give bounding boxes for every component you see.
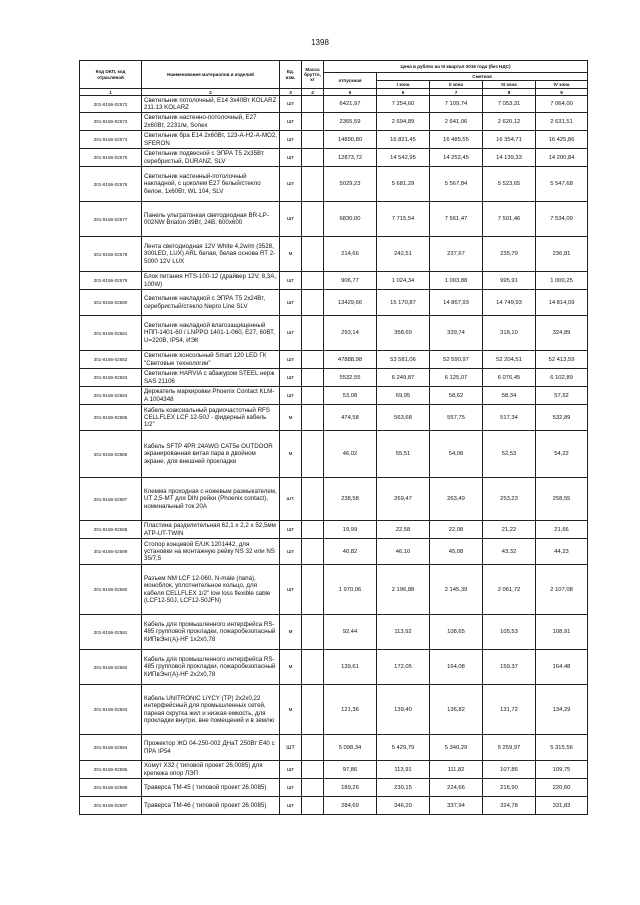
price-zone-2: 2 641,06 xyxy=(430,113,483,131)
header-otpusknaya: отпускная xyxy=(324,73,377,89)
price-zone-4: 7 064,00 xyxy=(536,96,588,113)
table-row xyxy=(80,735,588,761)
table-row xyxy=(80,650,588,685)
price-otpusknaya: 2365,59 xyxy=(324,113,377,131)
item-unit: ШТ xyxy=(280,735,302,761)
table-row xyxy=(80,521,588,539)
item-code: 301-8156-02572 xyxy=(80,96,142,113)
item-unit: шт xyxy=(280,131,302,149)
price-zone-3: 2 620,12 xyxy=(483,113,536,131)
item-name: Кабель для промышленного интерфейса RS-485 групповой прокладки, пожаробезопасный КИПвЭнг(А)-HF 2х2х0,78 xyxy=(142,650,280,685)
price-zone-2: 111,82 xyxy=(430,761,483,779)
price-zone-4: 5 315,56 xyxy=(536,735,588,761)
item-unit: м xyxy=(280,405,302,431)
price-zone-1: 15 170,87 xyxy=(377,290,430,316)
item-name: Кабель UNITRONIC LiYCY (TP) 2х2х0,22 интерфейсный для промышленных сетей, парная скрутка жил и низкая емкость, для прокладки внутри, вне помещений и в землю xyxy=(142,685,280,735)
header-mass: Масса брутто, кг xyxy=(302,61,324,89)
price-otpusknaya: 92,44 xyxy=(324,615,377,650)
price-zone-3: 2 061,72 xyxy=(483,565,536,615)
price-zone-2: 263,49 xyxy=(430,478,483,521)
price-zone-1: 5 429,79 xyxy=(377,735,430,761)
item-mass xyxy=(302,797,324,815)
price-zone-1: 358,69 xyxy=(377,316,430,351)
price-zone-4: 6 102,89 xyxy=(536,369,588,387)
header-zone-2: II зона xyxy=(430,81,483,89)
item-name: Траверса ТМ-46 ( типовой проект 26.0085) xyxy=(142,797,280,815)
table-row xyxy=(80,539,588,565)
price-zone-4: 2 631,51 xyxy=(536,113,588,131)
price-zone-1: 113,91 xyxy=(377,761,430,779)
price-zone-2: 337,94 xyxy=(430,797,483,815)
price-zone-4: 108,91 xyxy=(536,615,588,650)
price-zone-2: 6 125,07 xyxy=(430,369,483,387)
price-zone-2: 16 485,55 xyxy=(430,131,483,149)
item-name: Светильник накладной с ЭПРА Т5 2х24Вт, серебристый/стекло Nepro Line SLV xyxy=(142,290,280,316)
item-name: Панель ультратонкая светодиодная BR-LP-002NW Briaton 39Вт, 24В, 600х600 xyxy=(142,202,280,237)
table-row xyxy=(80,431,588,478)
price-zone-2: 14 252,45 xyxy=(430,149,483,167)
item-code: 301-8156-02597 xyxy=(80,797,142,815)
header-price-group: Цена в рублях на III квартал 2016 года (без НДС) xyxy=(324,61,588,73)
column-number: 4 xyxy=(302,89,324,96)
price-zone-1: 2 694,89 xyxy=(377,113,430,131)
price-zone-2: 7 109,74 xyxy=(430,96,483,113)
header-code: Код ОКП, код отраслевой xyxy=(80,61,142,89)
item-unit: шт xyxy=(280,96,302,113)
table-row xyxy=(80,149,588,167)
price-zone-1: 5 681,29 xyxy=(377,167,430,202)
item-unit: шт. xyxy=(280,478,302,521)
item-name: Пластина разделительная 62,1 х 2,2 х 52,5мм ATP-UT-TWIN xyxy=(142,521,280,539)
item-mass xyxy=(302,431,324,478)
item-mass xyxy=(302,761,324,779)
price-otpusknaya: 19,99 xyxy=(324,521,377,539)
price-zone-3: 318,10 xyxy=(483,316,536,351)
price-otpusknaya: 47888,98 xyxy=(324,351,377,369)
item-unit: шт xyxy=(280,539,302,565)
price-zone-1: 346,20 xyxy=(377,797,430,815)
table-row xyxy=(80,797,588,815)
price-otpusknaya: 293,14 xyxy=(324,316,377,351)
item-code: 301-8156-02587 xyxy=(80,478,142,521)
price-otpusknaya: 12873,72 xyxy=(324,149,377,167)
item-mass xyxy=(302,96,324,113)
item-mass xyxy=(302,521,324,539)
column-number: 9 xyxy=(536,89,588,96)
price-zone-1: 16 821,45 xyxy=(377,131,430,149)
price-zone-1: 7 715,54 xyxy=(377,202,430,237)
price-zone-1: 22,58 xyxy=(377,521,430,539)
price-zone-3: 5 523,65 xyxy=(483,167,536,202)
price-zone-2: 14 867,93 xyxy=(430,290,483,316)
item-name: Траверса ТМ-45 ( типовой проект 26.0085) xyxy=(142,779,280,797)
price-zone-4: 324,89 xyxy=(536,316,588,351)
price-zone-1: 563,68 xyxy=(377,405,430,431)
price-zone-3: 58,34 xyxy=(483,387,536,405)
price-table xyxy=(79,60,588,815)
table-row xyxy=(80,685,588,735)
item-code: 301-8156-02580 xyxy=(80,290,142,316)
price-otpusknaya: 121,36 xyxy=(324,685,377,735)
item-code: 301-8156-02579 xyxy=(80,272,142,290)
price-otpusknaya: 284,69 xyxy=(324,797,377,815)
price-zone-4: 52 413,59 xyxy=(536,351,588,369)
price-zone-1: 172,05 xyxy=(377,650,430,685)
price-zone-2: 7 561,47 xyxy=(430,202,483,237)
table-row xyxy=(80,290,588,316)
item-mass xyxy=(302,272,324,290)
column-number: 5 xyxy=(324,89,377,96)
table-row xyxy=(80,779,588,797)
price-zone-3: 216,90 xyxy=(483,779,536,797)
price-zone-4: 134,29 xyxy=(536,685,588,735)
column-number: 2 xyxy=(142,89,280,96)
item-code: 301-8156-02586 xyxy=(80,431,142,478)
price-zone-2: 5 340,29 xyxy=(430,735,483,761)
price-otpusknaya: 238,58 xyxy=(324,478,377,521)
price-otpusknaya: 6421,97 xyxy=(324,96,377,113)
price-zone-1: 1 024,34 xyxy=(377,272,430,290)
item-code: 301-8156-02595 xyxy=(80,761,142,779)
item-code: 301-8156-02593 xyxy=(80,685,142,735)
table-row xyxy=(80,387,588,405)
column-number: 7 xyxy=(430,89,483,96)
item-name: Светильник настенно-потолочный, Е27 2х60Вт, 2231/м, Sonex xyxy=(142,113,280,131)
item-mass xyxy=(302,565,324,615)
table-row xyxy=(80,369,588,387)
column-number: 8 xyxy=(483,89,536,96)
item-unit: м xyxy=(280,237,302,272)
price-otpusknaya: 97,86 xyxy=(324,761,377,779)
item-code: 301-8156-02584 xyxy=(80,387,142,405)
item-unit: шт xyxy=(280,149,302,167)
price-zone-2: 58,62 xyxy=(430,387,483,405)
price-zone-4: 236,81 xyxy=(536,237,588,272)
price-zone-1: 139,40 xyxy=(377,685,430,735)
item-name: Прожектор ЖО 04-250-002 ДНаТ 250Вт Е40 с ПРА IP54 xyxy=(142,735,280,761)
item-code: 301-8156-02592 xyxy=(80,650,142,685)
price-zone-4: 7 534,09 xyxy=(536,202,588,237)
price-zone-4: 1 000,25 xyxy=(536,272,588,290)
price-zone-4: 14 814,09 xyxy=(536,290,588,316)
table-row xyxy=(80,761,588,779)
item-name: Клемма проходная с ножевым размыкателем, UT 2,5-МТ для DIN рейки (Phoenix contact), номинальный ток 20А xyxy=(142,478,280,521)
item-mass xyxy=(302,149,324,167)
item-name: Светильник подвесной с ЭПРА Т5 2х35Вт серебристый, DURANZ, SLV xyxy=(142,149,280,167)
item-name: Кабель коаксиальный радиочастотный RFS CELLFLEX LCF 12-50J - фидерный кабель 1/2" xyxy=(142,405,280,431)
item-code: 301-8156-02588 xyxy=(80,521,142,539)
price-otpusknaya: 474,58 xyxy=(324,405,377,431)
item-name: Лента светодиодная 12V White 4,2w/m (3528, 300LED, LUX) ARL белая, белая основа RT 2-5000 12V LUX xyxy=(142,237,280,272)
price-zone-2: 164,08 xyxy=(430,650,483,685)
price-zone-1: 55,51 xyxy=(377,431,430,478)
page-number: 1398 xyxy=(311,38,329,47)
item-code: 301-8156-02594 xyxy=(80,735,142,761)
item-name: Светильник бра Е14 2х60Вт, 123-А-Н2-A-MO2, SFERON xyxy=(142,131,280,149)
table-row xyxy=(80,405,588,431)
price-zone-3: 253,23 xyxy=(483,478,536,521)
header-zone-4: IV зона xyxy=(536,81,588,89)
item-unit: шт xyxy=(280,167,302,202)
price-otpusknaya: 189,26 xyxy=(324,779,377,797)
price-zone-3: 16 354,71 xyxy=(483,131,536,149)
item-mass xyxy=(302,615,324,650)
price-zone-4: 2 107,08 xyxy=(536,565,588,615)
price-zone-4: 21,66 xyxy=(536,521,588,539)
column-number-row xyxy=(80,89,588,96)
price-zone-3: 517,34 xyxy=(483,405,536,431)
item-code: 301-8156-02577 xyxy=(80,202,142,237)
price-zone-2: 45,08 xyxy=(430,539,483,565)
item-code: 301-8156-02573 xyxy=(80,113,142,131)
price-zone-2: 52 590,97 xyxy=(430,351,483,369)
item-name: Светильник накладной влагозащищенный НПП-1401-60 / LNPPO 1401-1-060, Е27, 60ВТ, U=220В, IP54, ИЭК xyxy=(142,316,280,351)
item-code: 301-8156-02574 xyxy=(80,131,142,149)
item-name: Стопор концевой E/UK 1201442, для установки на монтажную рейку NS 32 или NS 35/7,5 xyxy=(142,539,280,565)
price-zone-4: 44,23 xyxy=(536,539,588,565)
item-mass xyxy=(302,351,324,369)
price-zone-4: 164,48 xyxy=(536,650,588,685)
column-number: 3 xyxy=(280,89,302,96)
item-name: Светильник консольный Smart 120 LED ГК "Световые технологии" xyxy=(142,351,280,369)
price-otpusknaya: 5 098,34 xyxy=(324,735,377,761)
header-zone-3: III зона xyxy=(483,81,536,89)
price-zone-1: 46,10 xyxy=(377,539,430,565)
price-zone-3: 52 204,51 xyxy=(483,351,536,369)
item-mass xyxy=(302,202,324,237)
item-mass xyxy=(302,131,324,149)
price-zone-1: 269,47 xyxy=(377,478,430,521)
price-otpusknaya: 5532,55 xyxy=(324,369,377,387)
price-zone-2: 1 003,88 xyxy=(430,272,483,290)
table-row xyxy=(80,272,588,290)
item-name: Хомут Х32 ( типовой проект 26.0085) для крепежа опор ЛЭП xyxy=(142,761,280,779)
item-name: Светильник HARVIA с абажуром STEEL нерж SAS 21106 xyxy=(142,369,280,387)
table-row xyxy=(80,167,588,202)
table-row xyxy=(80,202,588,237)
price-otpusknaya: 906,77 xyxy=(324,272,377,290)
price-otpusknaya: 13429,66 xyxy=(324,290,377,316)
item-name: Светильник потолочный, Е14 3х40Вт KOLARZ 211.13 KOLARZ xyxy=(142,96,280,113)
item-unit: шт xyxy=(280,797,302,815)
price-zone-4: 258,55 xyxy=(536,478,588,521)
table-row xyxy=(80,615,588,650)
price-zone-1: 242,51 xyxy=(377,237,430,272)
item-mass xyxy=(302,290,324,316)
price-zone-2: 54,08 xyxy=(430,431,483,478)
item-unit: м xyxy=(280,650,302,685)
price-zone-2: 108,65 xyxy=(430,615,483,650)
price-zone-2: 2 145,39 xyxy=(430,565,483,615)
item-code: 301-8156-02590 xyxy=(80,565,142,615)
price-otpusknaya: 14890,80 xyxy=(324,131,377,149)
item-mass xyxy=(302,113,324,131)
item-code: 301-8156-02585 xyxy=(80,405,142,431)
price-zone-2: 339,74 xyxy=(430,316,483,351)
item-unit: шт xyxy=(280,351,302,369)
item-code: 301-8156-02581 xyxy=(80,316,142,351)
item-mass xyxy=(302,685,324,735)
item-code: 301-8156-02578 xyxy=(80,237,142,272)
item-mass xyxy=(302,779,324,797)
item-name: Светильник настенный-потолочный накладной, с цоколем Е27 белый/стекло белое, 1х60Вт, WL 104, SLV xyxy=(142,167,280,202)
price-zone-3: 235,79 xyxy=(483,237,536,272)
price-zone-1: 113,92 xyxy=(377,615,430,650)
price-zone-3: 105,53 xyxy=(483,615,536,650)
item-unit: м xyxy=(280,431,302,478)
price-zone-1: 69,95 xyxy=(377,387,430,405)
table-row xyxy=(80,237,588,272)
header-smetnaya: Сметная xyxy=(377,73,588,81)
header-name: Наименование материалов и изделий xyxy=(142,61,280,89)
price-zone-4: 5 547,68 xyxy=(536,167,588,202)
price-zone-3: 131,72 xyxy=(483,685,536,735)
table-row xyxy=(80,96,588,113)
item-unit: шт xyxy=(280,272,302,290)
price-zone-3: 14 139,33 xyxy=(483,149,536,167)
price-zone-4: 16 425,86 xyxy=(536,131,588,149)
item-name: Разъем NM LCF 12-060, N-male (папа), моноблок, уплотнительное кольцо, для кабеля CELLFLEX 1/2" low loss flexible cable (LCF12-50J, LCF12-50JFN) xyxy=(142,565,280,615)
item-unit: шт xyxy=(280,521,302,539)
item-name: Держатель маркировки Phoenix Contact KLM-A 1004348 xyxy=(142,387,280,405)
price-zone-1: 6 249,87 xyxy=(377,369,430,387)
price-zone-1: 53 581,06 xyxy=(377,351,430,369)
item-unit: шт xyxy=(280,387,302,405)
item-unit: шт xyxy=(280,369,302,387)
table-row xyxy=(80,316,588,351)
item-code: 301-8156-02591 xyxy=(80,615,142,650)
item-unit: шт xyxy=(280,761,302,779)
item-mass xyxy=(302,478,324,521)
item-unit: шт xyxy=(280,316,302,351)
item-name: Кабель для промышленного интерфейса RS-485 групповой прокладки, пожаробезопасный КИПвЭнг(А)-HF 1х2х0,78 xyxy=(142,615,280,650)
price-zone-4: 109,75 xyxy=(536,761,588,779)
item-code: 301-8156-02582 xyxy=(80,351,142,369)
price-zone-1: 230,15 xyxy=(377,779,430,797)
item-mass xyxy=(302,650,324,685)
item-code: 301-8156-02575 xyxy=(80,149,142,167)
price-zone-3: 6 076,45 xyxy=(483,369,536,387)
price-zone-3: 52,53 xyxy=(483,431,536,478)
item-name: Блок питания HTS-100-12 (драйвер 12V, 8,3А, 100W) xyxy=(142,272,280,290)
price-zone-4: 331,83 xyxy=(536,797,588,815)
price-zone-3: 159,37 xyxy=(483,650,536,685)
price-zone-2: 136,82 xyxy=(430,685,483,735)
table-row xyxy=(80,478,588,521)
item-unit: м xyxy=(280,685,302,735)
price-zone-3: 21,22 xyxy=(483,521,536,539)
table-row xyxy=(80,565,588,615)
column-number: 6 xyxy=(377,89,430,96)
item-unit: шт xyxy=(280,290,302,316)
price-zone-3: 7 501,46 xyxy=(483,202,536,237)
item-code: 301-8156-02583 xyxy=(80,369,142,387)
price-zone-2: 557,75 xyxy=(430,405,483,431)
item-unit: шт xyxy=(280,779,302,797)
item-code: 301-8156-02589 xyxy=(80,539,142,565)
price-otpusknaya: 5029,23 xyxy=(324,167,377,202)
price-zone-3: 14 749,93 xyxy=(483,290,536,316)
price-zone-1: 2 196,88 xyxy=(377,565,430,615)
table-row xyxy=(80,131,588,149)
item-mass xyxy=(302,405,324,431)
price-zone-4: 14 200,84 xyxy=(536,149,588,167)
item-mass xyxy=(302,369,324,387)
item-mass xyxy=(302,387,324,405)
item-mass xyxy=(302,167,324,202)
price-zone-4: 220,60 xyxy=(536,779,588,797)
price-zone-3: 5 259,97 xyxy=(483,735,536,761)
price-zone-2: 224,66 xyxy=(430,779,483,797)
price-otpusknaya: 46,02 xyxy=(324,431,377,478)
price-otpusknaya: 214,66 xyxy=(324,237,377,272)
price-zone-1: 7 254,60 xyxy=(377,96,430,113)
price-otpusknaya: 139,61 xyxy=(324,650,377,685)
item-name: Кабель SFTP 4PR 24AWG CAT5e OUTDOOR экранированная витая пара в двойном экране, для внешней прокладки xyxy=(142,431,280,478)
price-zone-4: 54,22 xyxy=(536,431,588,478)
price-otpusknaya: 40,82 xyxy=(324,539,377,565)
item-code: 301-8156-02596 xyxy=(80,779,142,797)
item-unit: м xyxy=(280,615,302,650)
table-row xyxy=(80,351,588,369)
price-zone-3: 324,78 xyxy=(483,797,536,815)
table-row xyxy=(80,113,588,131)
item-mass xyxy=(302,539,324,565)
price-zone-3: 995,91 xyxy=(483,272,536,290)
price-zone-4: 532,89 xyxy=(536,405,588,431)
item-unit: шт xyxy=(280,565,302,615)
price-zone-2: 237,67 xyxy=(430,237,483,272)
price-zone-2: 22,08 xyxy=(430,521,483,539)
price-zone-4: 57,52 xyxy=(536,387,588,405)
column-number: 1 xyxy=(80,89,142,96)
price-otpusknaya: 53,08 xyxy=(324,387,377,405)
item-mass xyxy=(302,237,324,272)
price-otpusknaya: 6830,00 xyxy=(324,202,377,237)
item-mass xyxy=(302,735,324,761)
price-zone-3: 107,86 xyxy=(483,761,536,779)
item-mass xyxy=(302,316,324,351)
price-zone-3: 43,32 xyxy=(483,539,536,565)
price-otpusknaya: 1 970,06 xyxy=(324,565,377,615)
price-zone-2: 5 567,84 xyxy=(430,167,483,202)
price-zone-3: 7 053,31 xyxy=(483,96,536,113)
header-zone-1: I зона xyxy=(377,81,430,89)
item-unit: шт xyxy=(280,113,302,131)
price-zone-1: 14 542,95 xyxy=(377,149,430,167)
header-unit: Ед. изм. xyxy=(280,61,302,89)
item-code: 301-8156-02576 xyxy=(80,167,142,202)
item-unit: шт xyxy=(280,202,302,237)
